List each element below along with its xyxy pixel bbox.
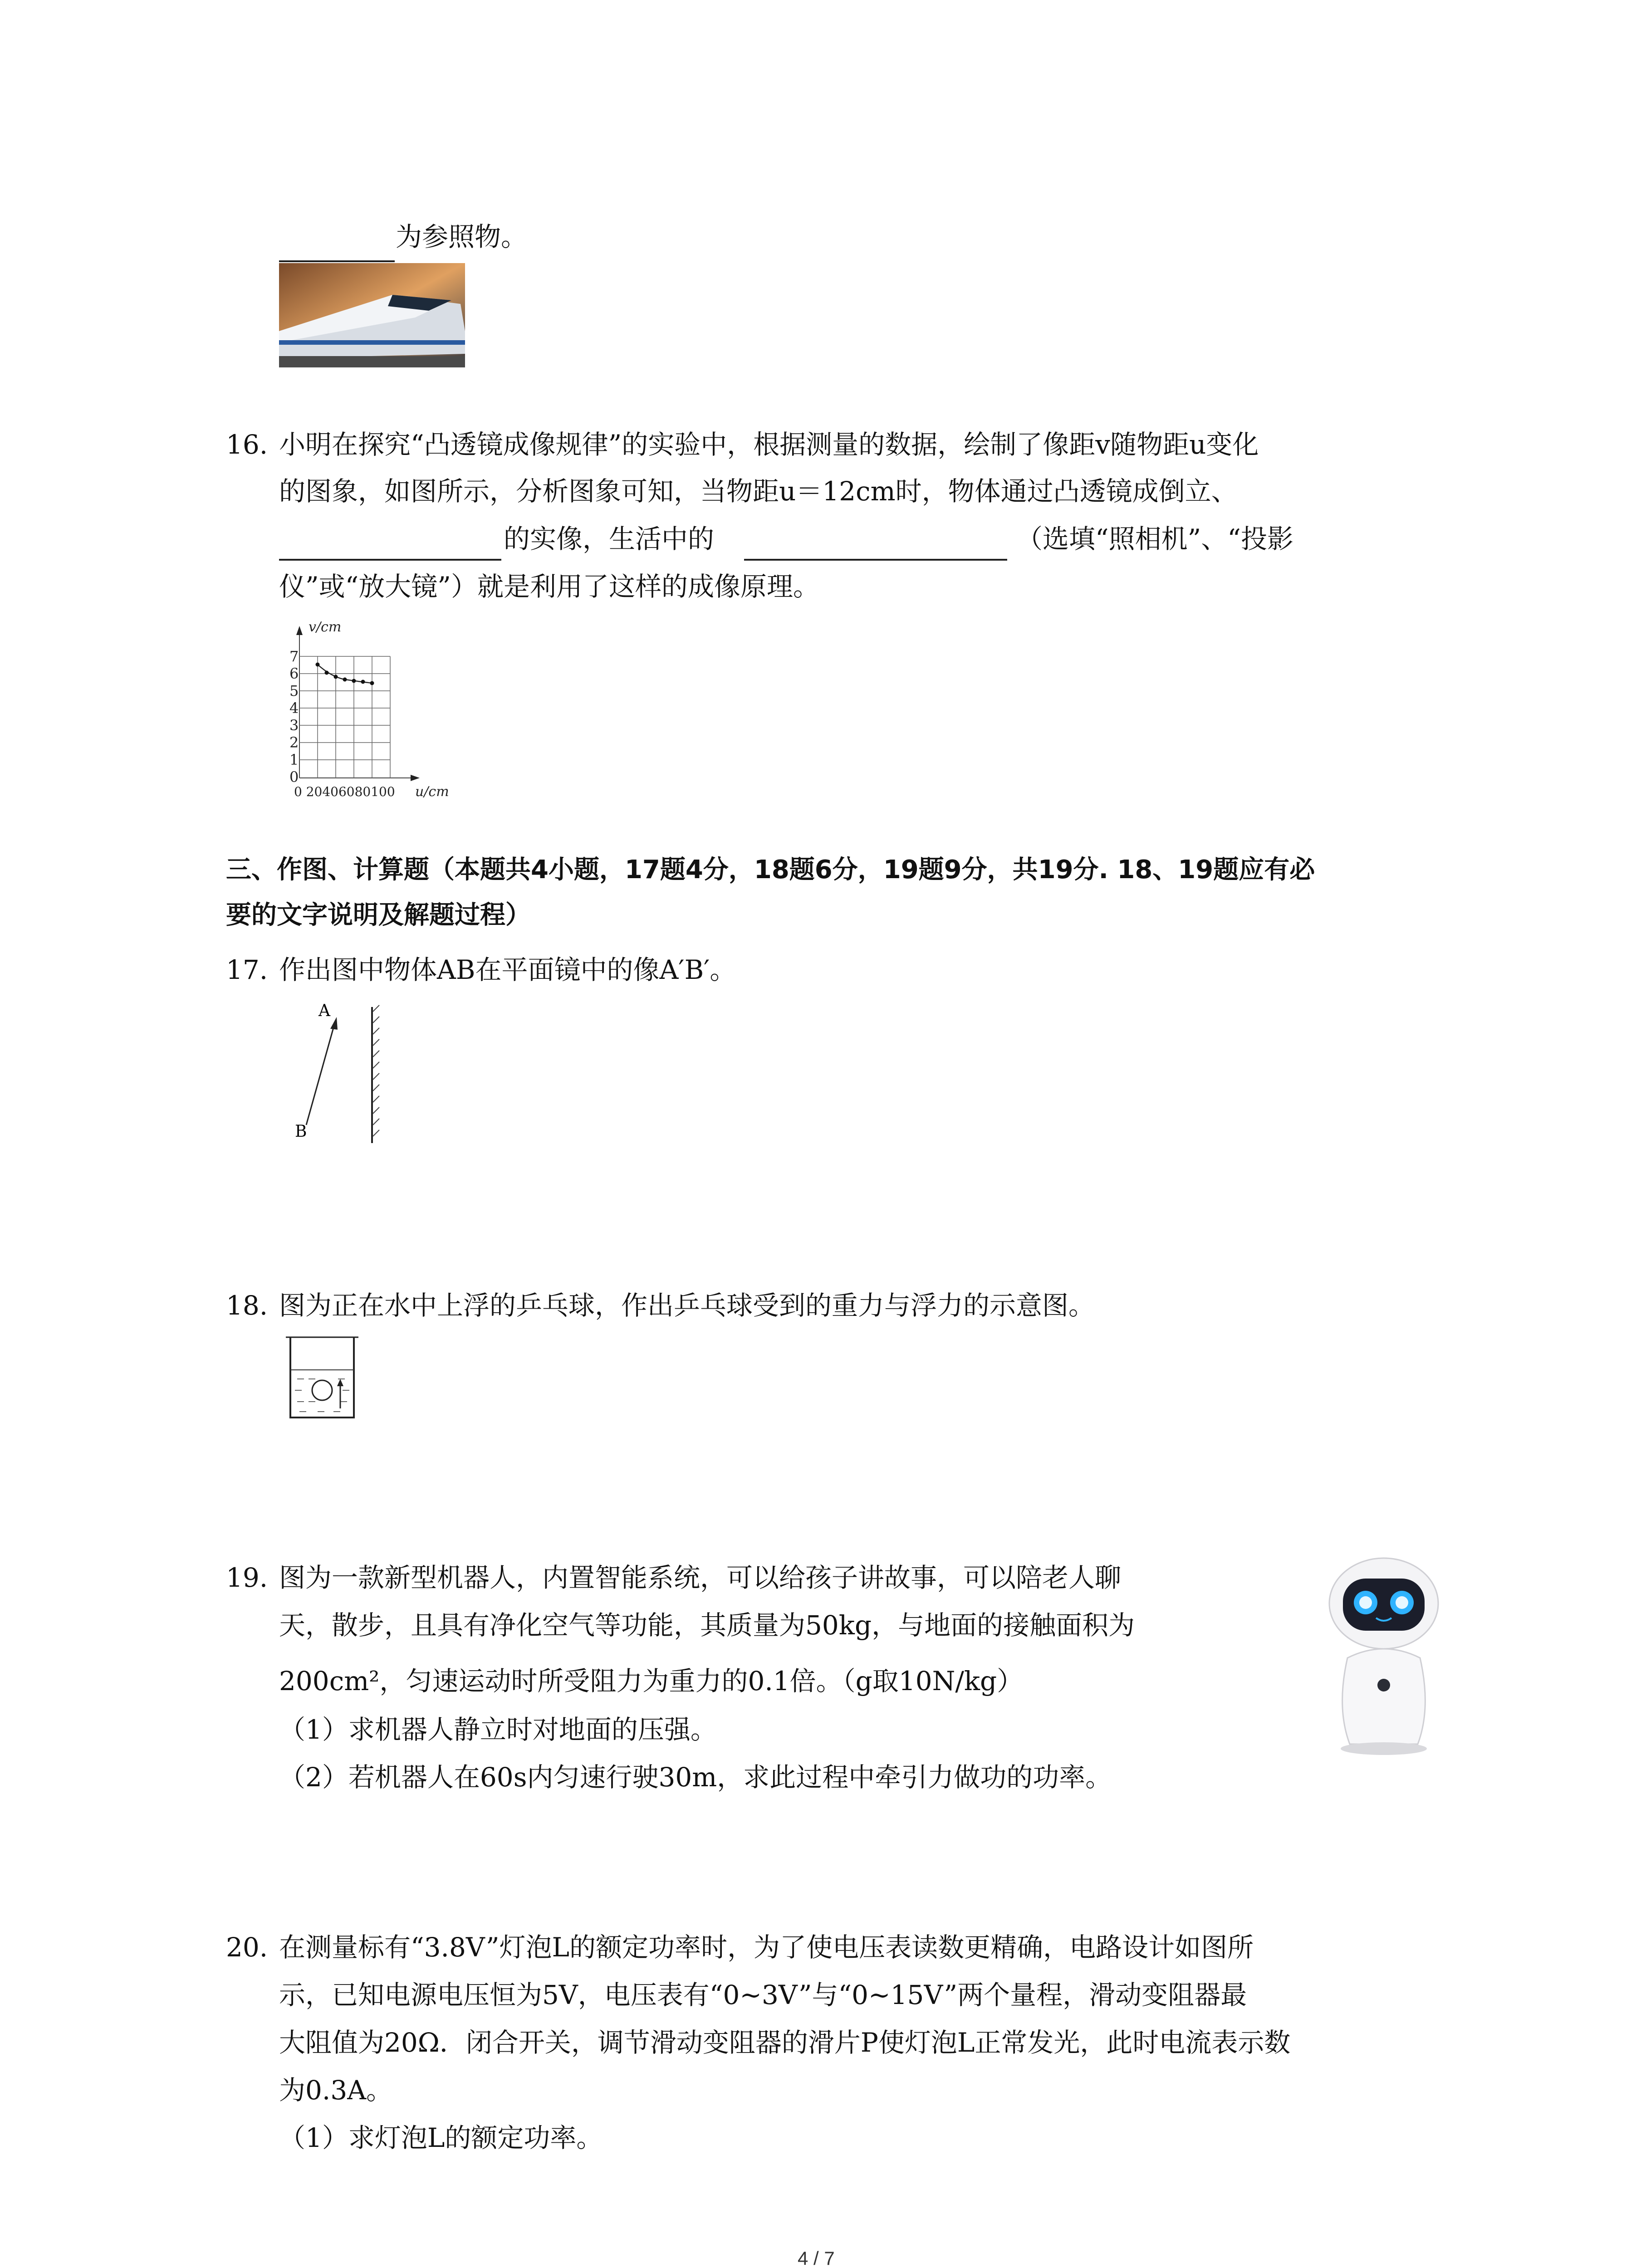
answer-blank-2[interactable] [744, 559, 1007, 561]
q20-sub1: （1）求灯泡L的额定功率。 [279, 2122, 603, 2153]
y-tick: 5 [289, 682, 299, 699]
q16-line3a: 的实像，生活中的 [504, 523, 715, 554]
answer-blank-1[interactable] [279, 559, 501, 561]
q16-line3b: （选填“照相机”、“投影 [1016, 523, 1293, 554]
label-a: A [318, 1002, 330, 1020]
y-tick: 4 [289, 699, 299, 717]
beaker-diagram [281, 1334, 363, 1424]
y-axis-label: v/cm [309, 619, 342, 635]
mirror-diagram [277, 998, 395, 1152]
train-photo [279, 263, 465, 367]
x-axis-arrow [411, 775, 420, 781]
data-point [316, 663, 320, 667]
y-tick: 7 [289, 648, 299, 665]
q20-number: 20. [226, 1932, 268, 1963]
x-axis-label: u/cm [415, 784, 449, 798]
arrowhead [330, 1017, 338, 1030]
q20-line3: 大阻值为20Ω．闭合开关，调节滑动变阻器的滑片P使灯泡L正常发光，此时电流表示数 [279, 2027, 1291, 2058]
ping-pong-ball [312, 1380, 332, 1400]
data-point [343, 678, 347, 682]
section-header-line1: 三、作图、计算题（本题共4小题，17题4分，18题6分，19题9分，共19分. 18、19题应有必 [226, 855, 1315, 885]
q15-tail: 为参照物。 [396, 221, 528, 252]
page-number: 4 / 7 [798, 2248, 835, 2268]
data-point [334, 675, 338, 679]
section-header-line2: 要的文字说明及解题过程） [226, 900, 531, 930]
q19-line2: 天，散步，且具有净化空气等功能，其质量为50kg，与地面的接触面积为 [279, 1610, 1135, 1641]
data-point [352, 679, 356, 683]
q17-number: 17. [226, 954, 268, 985]
robot-picture [1323, 1554, 1445, 1758]
data-point [325, 671, 329, 675]
y-tick: 0 [289, 768, 299, 786]
data-point [370, 681, 374, 685]
y-tick: 1 [289, 751, 299, 768]
q17-text: 作出图中物体AB在平面镜中的像A′B′。 [279, 954, 736, 985]
v-u-graph [281, 608, 463, 798]
q19-sub1: （1）求机器人静立时对地面的压强。 [279, 1714, 717, 1745]
q19-line3: 200cm²，匀速运动时所受阻力为重力的0.1倍。（g取10N/kg） [279, 1666, 1024, 1696]
y-tick: 6 [289, 665, 299, 682]
robot-body [1342, 1649, 1425, 1744]
y-axis-arrow [296, 626, 303, 635]
q20-line2: 示，已知电源电压恒为5V，电压表有“0~3V”与“0~15V”两个量程，滑动变阻器最 [279, 1980, 1247, 2010]
q19-sub2: （2）若机器人在60s内匀速行驶30m，求此过程中牵引力做功的功率。 [279, 1762, 1112, 1793]
q16-line1: 小明在探究“凸透镜成像规律”的实验中，根据测量的数据，绘制了像距v随物距u变化 [279, 429, 1259, 460]
q16-line2: 的图象，如图所示，分析图象可知，当物距u＝12cm时，物体通过凸透镜成倒立、 [279, 476, 1238, 507]
q19-line1: 图为一款新型机器人，内置智能系统，可以给孩子讲故事，可以陪老人聊 [279, 1562, 1122, 1593]
object-ab [306, 1023, 335, 1125]
q19-number: 19. [226, 1562, 268, 1593]
data-point [361, 680, 365, 684]
q20-line4: 为0.3A。 [279, 2075, 393, 2106]
y-tick: 2 [289, 734, 299, 751]
q18-number: 18. [226, 1290, 268, 1321]
answer-blank[interactable] [279, 260, 395, 262]
q18-text: 图为正在水中上浮的乒乓球，作出乒乓球受到的重力与浮力的示意图。 [279, 1290, 1095, 1321]
q16-number: 16. [226, 429, 268, 460]
y-tick: 3 [289, 717, 299, 734]
q16-line4: 仪”或“放大镜”）就是利用了这样的成像原理。 [279, 571, 819, 602]
label-b: B [295, 1122, 307, 1141]
beaker [290, 1337, 354, 1418]
q20-line1: 在测量标有“3.8V”灯泡L的额定功率时，为了使电压表读数更精确，电路设计如图所 [279, 1932, 1254, 1963]
x-ticks: 0 20406080100 [294, 784, 395, 798]
